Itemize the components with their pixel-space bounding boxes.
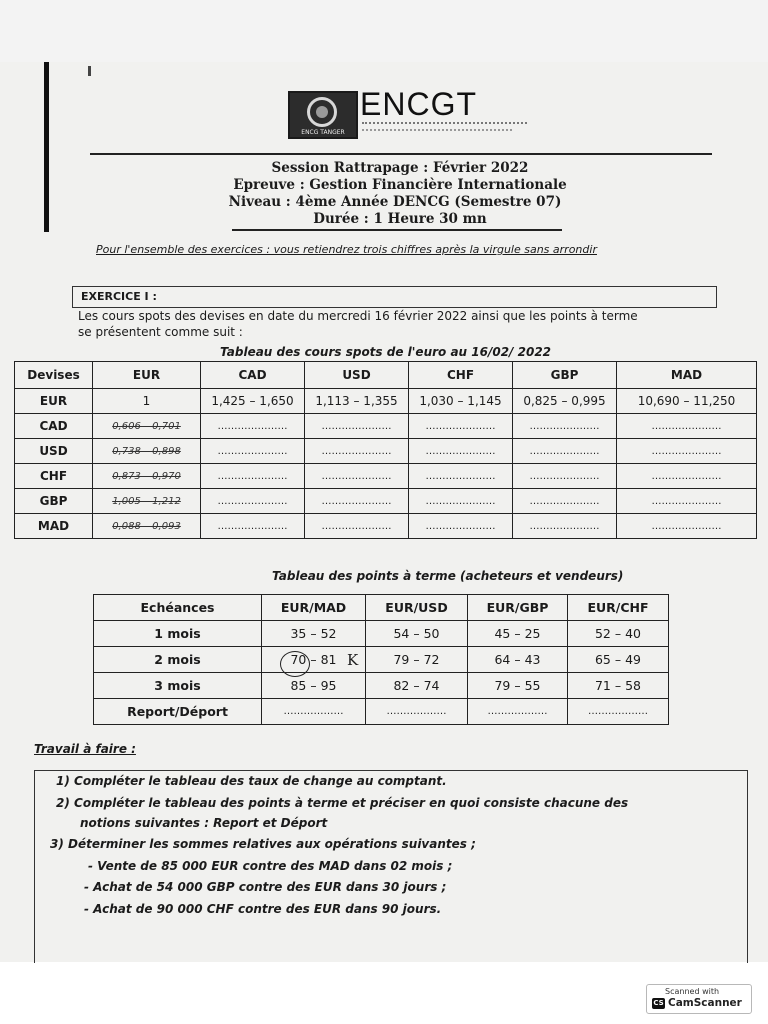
table-cell: 52 – 40	[568, 621, 669, 647]
blank-cell: ………………	[262, 699, 366, 725]
blank-cell: …………………	[305, 489, 409, 514]
binder-dot-mark	[88, 66, 91, 76]
logo-arabic-script-line	[362, 129, 512, 134]
column-header: GBP	[513, 362, 617, 389]
blank-cell: …………………	[617, 489, 757, 514]
blank-cell: …………………	[201, 489, 305, 514]
blank-cell: …………………	[409, 514, 513, 539]
table-cell: 1	[93, 389, 201, 414]
table-cell: 10,690 – 11,250	[617, 389, 757, 414]
row-header: MAD	[15, 514, 93, 539]
task-1: 1) Compléter le tableau des taux de change au comptant.	[56, 774, 447, 788]
spot-table-caption: Tableau des cours spots de l'euro au 16/02/ 2022	[220, 345, 552, 359]
table-row	[94, 647, 669, 673]
row-header: EUR	[15, 389, 93, 414]
session-title: Session Rattrapage : Février 2022	[271, 160, 529, 176]
row-header: CAD	[15, 414, 93, 439]
table-cell: 0,825 – 0,995	[513, 389, 617, 414]
column-header: Devises	[15, 362, 93, 389]
blank-cell: …………………	[305, 514, 409, 539]
blank-cell: …………………	[201, 514, 305, 539]
scan-top-margin	[0, 0, 768, 62]
table-cell: 79 – 72	[366, 647, 468, 673]
table-row	[94, 621, 669, 647]
table-cell: 65 – 49	[568, 647, 669, 673]
handwritten-cell: 0,738 – 0,898	[93, 439, 201, 464]
task-3-operation-3: - Achat de 90 000 CHF contre des EUR dans 90 jours.	[84, 902, 442, 916]
forward-points-table	[93, 594, 669, 725]
table-cell: 1,113 – 1,355	[305, 389, 409, 414]
blank-cell: …………………	[617, 464, 757, 489]
points-table-caption: Tableau des points à terme (acheteurs et vendeurs)	[272, 569, 624, 583]
row-header: USD	[15, 439, 93, 464]
duree-title: Durée : 1 Heure 30 mn	[313, 211, 487, 227]
task-3-operation-1: - Vente de 85 000 EUR contre des MAD dans 02 mois ;	[88, 859, 453, 873]
blank-cell: ………………	[366, 699, 468, 725]
general-instruction: Pour l'ensemble des exercices : vous retiendrez trois chiffres après la virgule sans arrondir	[96, 243, 597, 256]
handwritten-cell: 1,005 – 1,212	[93, 489, 201, 514]
blank-cell: …………………	[201, 439, 305, 464]
handwritten-cell: 0,088 – 0,093	[93, 514, 201, 539]
table-cell: 82 – 74	[366, 673, 468, 699]
handwritten-k-mark: K	[347, 651, 359, 669]
table-header-row	[15, 362, 757, 389]
table-cell: 45 – 25	[468, 621, 568, 647]
blank-cell: …………………	[513, 489, 617, 514]
table-cell: 64 – 43	[468, 647, 568, 673]
row-header: 3 mois	[94, 673, 262, 699]
table-cell: 71 – 58	[568, 673, 669, 699]
table-cell: 85 – 95	[262, 673, 366, 699]
travail-heading: Travail à faire :	[34, 742, 136, 756]
blank-cell: …………………	[617, 514, 757, 539]
logo-name: ENCGT	[360, 86, 477, 122]
table-cell: 1,425 – 1,650	[201, 389, 305, 414]
column-header: MAD	[617, 362, 757, 389]
table-row	[94, 673, 669, 699]
spot-rates-table	[14, 361, 757, 539]
table-cell: 70 – 81	[262, 647, 366, 673]
exercise-1-paragraph-line2: se présentent comme suit :	[78, 325, 243, 339]
niveau-title: Niveau : 4ème Année DENCG (Semestre 07)	[228, 194, 562, 210]
handwritten-circle-mark	[280, 651, 310, 677]
logo-ring-icon	[307, 97, 337, 127]
blank-cell: …………………	[409, 439, 513, 464]
row-header: 1 mois	[94, 621, 262, 647]
blank-cell: …………………	[513, 514, 617, 539]
table-cell: 1,030 – 1,145	[409, 389, 513, 414]
blank-cell: …………………	[513, 464, 617, 489]
watermark-caption: Scanned with	[665, 987, 720, 996]
column-header: EUR/USD	[366, 595, 468, 621]
exercise-1-title: EXERCICE I :	[81, 290, 157, 303]
table-cell: 35 – 52	[262, 621, 366, 647]
table-row	[15, 464, 757, 489]
handwritten-cell: 0,873 – 0,970	[93, 464, 201, 489]
header-top-rule	[90, 153, 712, 155]
blank-cell: …………………	[305, 464, 409, 489]
table-cell: 54 – 50	[366, 621, 468, 647]
row-header: Report/Déport	[94, 699, 262, 725]
exercise-1-paragraph-line1: Les cours spots des devises en date du mercredi 16 février 2022 ainsi que les points à terme	[78, 309, 638, 323]
table-row	[94, 699, 669, 725]
watermark-name: CamScanner	[668, 997, 742, 1009]
table-row	[15, 514, 757, 539]
blank-cell: …………………	[617, 439, 757, 464]
blank-cell: …………………	[513, 414, 617, 439]
table-row	[15, 439, 757, 464]
table-row	[15, 414, 757, 439]
exercise-1-title-box	[72, 286, 717, 308]
task-2-line1: 2) Compléter le tableau des points à terme et préciser en quoi consiste chacune des	[56, 796, 629, 810]
blank-cell: …………………	[201, 414, 305, 439]
column-header: EUR	[93, 362, 201, 389]
blank-cell: …………………	[409, 414, 513, 439]
blank-cell: …………………	[409, 464, 513, 489]
blank-cell: ………………	[468, 699, 568, 725]
logo-caption: ENCG TANGER	[301, 129, 345, 136]
task-3-operation-2: - Achat de 54 000 GBP contre des EUR dans 30 jours ;	[84, 880, 447, 894]
row-header: CHF	[15, 464, 93, 489]
column-header: EUR/CHF	[568, 595, 669, 621]
blank-cell: …………………	[305, 439, 409, 464]
blank-cell: …………………	[305, 414, 409, 439]
table-row	[15, 489, 757, 514]
task-3: 3) Déterminer les sommes relatives aux opérations suivantes ;	[50, 837, 476, 851]
camscanner-watermark	[646, 984, 752, 1014]
blank-cell: ………………	[568, 699, 669, 725]
task-2-line2: notions suivantes : Report et Déport	[80, 816, 328, 830]
encgt-logo-emblem	[288, 91, 358, 139]
column-header: CAD	[201, 362, 305, 389]
logo-arabic-script-line	[362, 122, 527, 127]
table-row	[15, 389, 757, 414]
blank-cell: …………………	[409, 489, 513, 514]
blank-cell: …………………	[513, 439, 617, 464]
row-header: GBP	[15, 489, 93, 514]
column-header: EUR/MAD	[262, 595, 366, 621]
column-header: EUR/GBP	[468, 595, 568, 621]
table-cell: 79 – 55	[468, 673, 568, 699]
handwritten-cell: 0,606 – 0,701	[93, 414, 201, 439]
blank-cell: …………………	[617, 414, 757, 439]
column-header: USD	[305, 362, 409, 389]
column-header: CHF	[409, 362, 513, 389]
blank-cell: …………………	[201, 464, 305, 489]
header-bottom-rule	[232, 229, 562, 231]
row-header: 2 mois	[94, 647, 262, 673]
table-header-row	[94, 595, 669, 621]
camscanner-logo-icon: CS	[653, 999, 664, 1007]
column-header: Echéances	[94, 595, 262, 621]
epreuve-title: Epreuve : Gestion Financière Internationale	[233, 177, 567, 193]
